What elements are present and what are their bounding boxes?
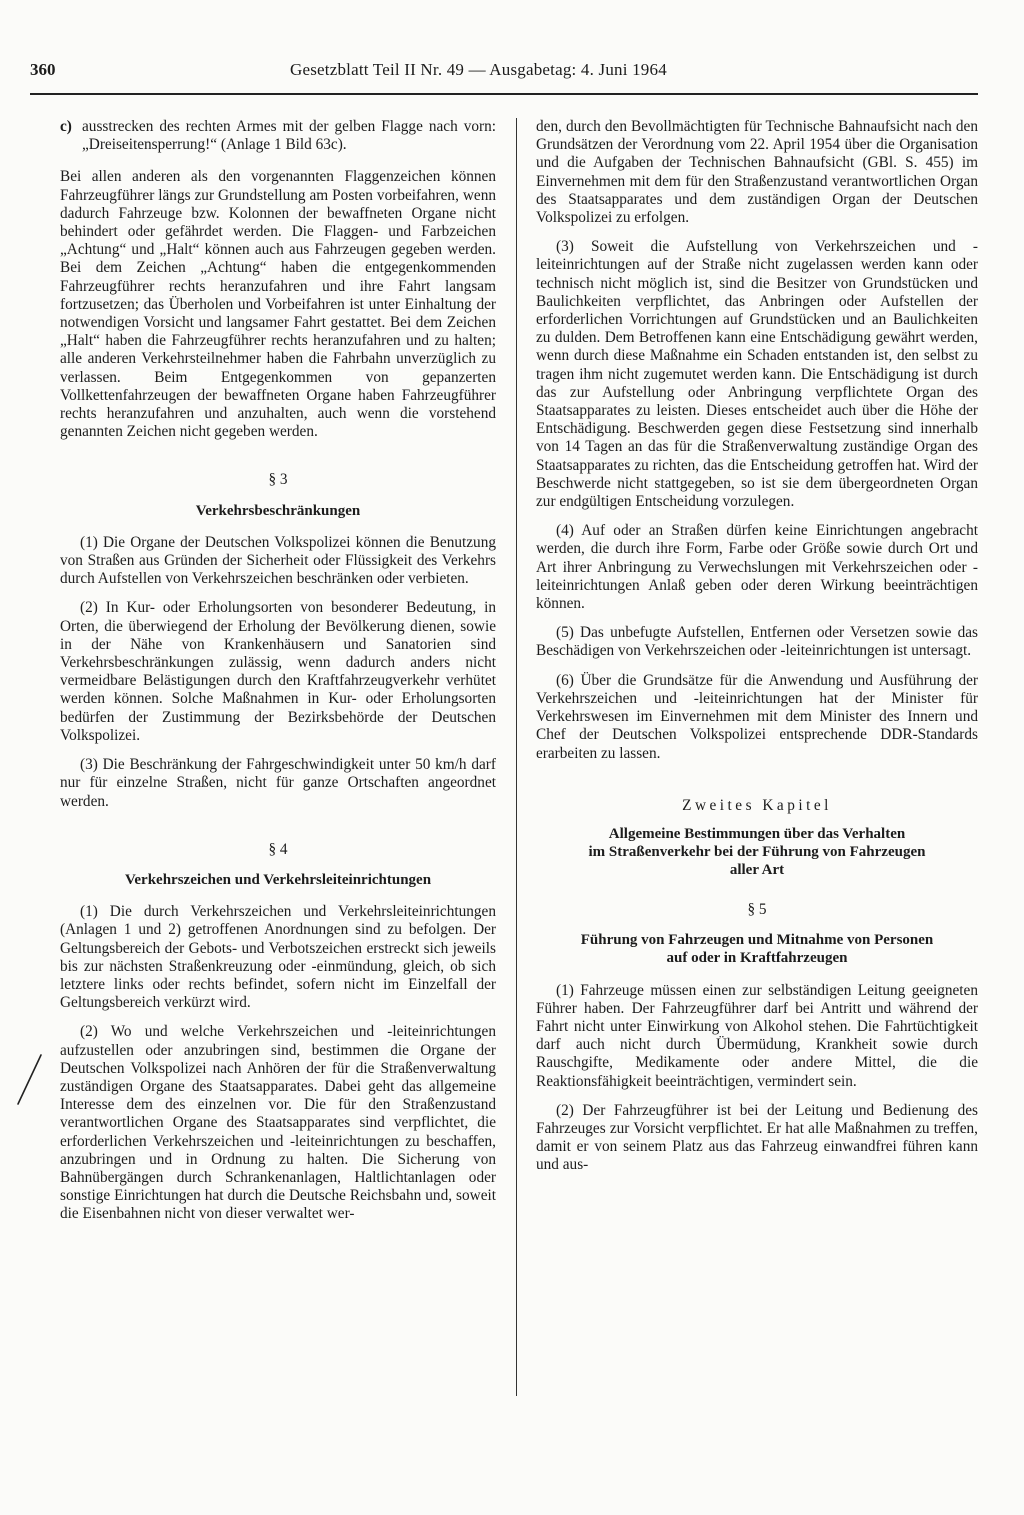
paragraph: (6) Über die Grundsätze für die Anwendung und Ausführung der Verkehrszeichen und -leiteinrichtungen hat der Minister für Verkehrswesen im Einvernehmen mit dem Minister des Innern und Chef der Deutschen Volkspolizei entsprechende DDR-Standards erarbeiten zu lassen.: [536, 671, 978, 762]
list-item-c: [60, 118, 496, 154]
paragraph: (2) In Kur- oder Erholungsorten von besonderer Bedeutung, in Orten, die überwiegend der Erholung der Bevölkerung dienen, sowie in der Nähe von Krankenhäusern und Sanatorien sind Verkehrsbeschränkungen zulässig, wenn dadurch anders nicht vermeidbare Belästigungen durch den Kraftfahrzeugverkehr verhütet werden können. Solche Maßnahmen in Kur- oder Erholungsorten bedürfen der Zustimmung der Bezirksbehörde der Deutschen Volkspolizei.: [60, 599, 496, 744]
page-number: 360: [30, 60, 56, 79]
chapter-heading-line: im Straßenverkehr bei der Führung von Fahrzeugen: [588, 843, 926, 860]
section-title-line: Führung von Fahrzeugen und Mitnahme von Personen: [580, 932, 934, 949]
paragraph-flag-signals: Bei allen anderen als den vorgenannten Flaggenzeichen können Fahrzeugführer längs zur Grundstellung am Posten vorbeifahren, wenn dadurch Fahrzeuge bzw. Kolonnen der bewaffneten Organe nicht behindert oder gefährdet werden. Die Flaggen- und Farbzeichen „Achtung“ und „Halt“ können auch aus Fahrzeugen gegeben werden. Bei dem Zeichen „Achtung“ haben die entgegenkommenden Fahrzeugführer rechts heranzufahren und ihre Fahrt langsam fortzusetzen; das Überholen und Vorbeifahren ist unter Einhaltung der notwendigen Vorsicht und langsamer Fahrt gestattet. Bei dem Zeichen „Halt“ haben die Fahrzeugführer rechts heranzufahren und zu halten; alle anderen Verkehrsteilnehmer haben die Fahrbahn unverzüglich zu verlassen. Beim Entgegenkommen von gepanzerten Vollkettenfahrzeugen der bewaffneten Organe haben Fahrzeugführer rechts heranzufahren und anzuhalten, auch wenn die vorstehend genannten Zeichen nicht gegeben werden.: [60, 168, 496, 441]
left-column: [60, 118, 496, 1235]
paragraph: (5) Das unbefugte Aufstellen, Entfernen oder Versetzen sowie das Beschädigen von Verkehrszeichen oder -leiteinrichtungen ist untersagt.: [536, 624, 978, 660]
header-rule: [30, 93, 978, 95]
paragraph: (1) Fahrzeuge müssen einen zur selbständigen Leitung geeigneten Führer haben. Der Fahrzeugführer darf bei Antritt und während der Fahrt nicht unter Einwirkung von Alkohol stehen. Die Fahrtüchtigkeit darf auch nicht durch Übermüdung, Krankheit sowie durch Rauschgifte, Medikamente oder andere Mittel, die die Reaktionsfähigkeit beeinträchtigen, vermindert sein.: [536, 981, 978, 1090]
margin-pencil-mark: [14, 1052, 44, 1108]
section-title: [536, 931, 978, 967]
page-header-title: Gesetzblatt Teil II Nr. 49 — Ausgabetag: 4. Juni 1964: [290, 60, 667, 79]
paragraph: (4) Auf oder an Straßen dürfen keine Einrichtungen angebracht werden, die durch ihre Form, Farbe oder Größe sowie durch Ort und Art ihrer Anbringung zu Verwechslungen mit Verkehrszeichen oder -leiteinrichtungen Anlaß geben oder deren Wirkung beeinträchtigen können.: [536, 522, 978, 613]
paragraph: (3) Soweit die Aufstellung von Verkehrszeichen und -leiteinrichtungen auf der Straße nicht zugelassen werden kann oder technisch nicht möglich ist, sind die Besitzer von Grundstücken und Baulichkeiten verpflichtet, das Anbringen oder Aufstellen der erforderlichen Vorrichtungen auf Grundstücken und an Baulichkeiten zu dulden. Dem Betroffenen kann eine Entschädigung gewährt werden, wenn durch diese Maßnahme ein Schaden entstanden ist, den selbst zu tragen ihm nicht zugemutet werden kann. Die Entschädigung ist durch das zur Aufstellung oder Anbringung verpflichtete Organ des Staatsapparates zu leisten. Dieses entscheidet auch über die Höhe der Entschädigung. Beschwerden gegen diese Festsetzung sind innerhalb von 14 Tagen an das für die Straßenverwaltung zuständige Organ des Staatsapparates zu richten, das die Entscheidung getroffen hat. Wird der Beschwerde nicht stattgegeben, so ist sie dem übergeordneten Organ zur endgültigen Entscheidung vorzulegen.: [536, 238, 978, 511]
chapter-title: Zweites Kapitel: [682, 796, 832, 814]
section-title: Verkehrszeichen und Verkehrsleiteinrichtungen: [124, 871, 432, 888]
section-title-line: auf oder in Kraftfahrzeugen: [666, 950, 848, 967]
list-marker: c): [60, 118, 72, 135]
chapter-heading-line: Allgemeine Bestimmungen über das Verhalten: [608, 825, 906, 842]
right-column: [536, 118, 978, 1186]
column-divider: [516, 118, 517, 1396]
paragraph: (1) Die durch Verkehrszeichen und Verkehrsleiteinrichtungen (Anlagen 1 und 2) getroffenen Anordnungen sind zu befolgen. Der Geltungsbereich der Gebots- und Verbotszeichen erstreckt sich jeweils bis zur nächsten Straßenkreuzung oder -einmündung, gleich, ob sich letztere links oder rechts befindet, sofern nicht im Einzelfall der Geltungsbereich verkürzt wird.: [60, 903, 496, 1012]
paragraph: (3) Die Beschränkung der Fahrgeschwindigkeit unter 50 km/h darf nur für einzelne Straßen, nicht für ganze Ortschaften angeordnet werden.: [60, 756, 496, 810]
section-title: Verkehrsbeschränkungen: [195, 502, 361, 519]
section-number: § 3: [268, 471, 288, 489]
chapter-heading: [536, 825, 978, 879]
section-number: § 5: [747, 900, 767, 918]
paragraph: (2) Der Fahrzeugführer ist bei der Leitung und Bedienung des Fahrzeuges zur Vorsicht verpflichtet. Er hat alle Maßnahmen zu treffen, damit er von seinem Platz aus das Fahrzeug einwandfrei führen kann und aus-: [536, 1101, 978, 1174]
paragraph: (2) Wo und welche Verkehrszeichen und -leiteinrichtungen aufzustellen oder anzubringen sind, bestimmen die Organe der Deutschen Volkspolizei nach Anhören der für die Straßenverwaltung zuständigen Organe des Staatsapparates. Dabei geht das allgemeine Interesse dem des einzelnen vor. Die für den Straßenzustand verantwortlichen Organe des Staatsapparates sind verpflichtet, die erforderlichen Verkehrszeichen und -leiteinrichtungen zu beschaffen, anzubringen und in Ordnung zu halten. Die Sicherung von Bahnübergängen durch Schrankenanlagen, Haltlichtanlagen oder sonstige Einrichtungen hat durch die Deutsche Reichsbahn und, soweit die Eisenbahnen nicht von dieser verwaltet wer-: [60, 1023, 496, 1223]
chapter-heading-line: aller Art: [729, 861, 785, 878]
paragraph: (1) Die Organe der Deutschen Volkspolizei können die Benutzung von Straßen aus Gründen der Sicherheit oder Flüssigkeit des Verkehrs durch Aufstellen von Verkehrszeichen beschränken oder verbieten.: [60, 533, 496, 588]
paragraph-continuation: den, durch den Bevollmächtigten für Technische Bahnaufsicht nach den Grundsätzen der Verordnung vom 22. April 1954 über die Organisation und die Aufgaben der Technischen Bahnaufsicht (GBl. S. 455) im Einvernehmen mit dem für den Straßenzustand verantwortlichen Organ des Staatsapparates und dem zuständigen Organ der Deutschen Volkspolizei zu erfolgen.: [536, 118, 978, 227]
section-number: § 4: [268, 840, 288, 858]
list-item-text: ausstrecken des rechten Armes mit der gelben Flagge nach vorn: „Dreiseitensperrung!“ (Anlage 1 Bild 63c).: [82, 118, 496, 154]
